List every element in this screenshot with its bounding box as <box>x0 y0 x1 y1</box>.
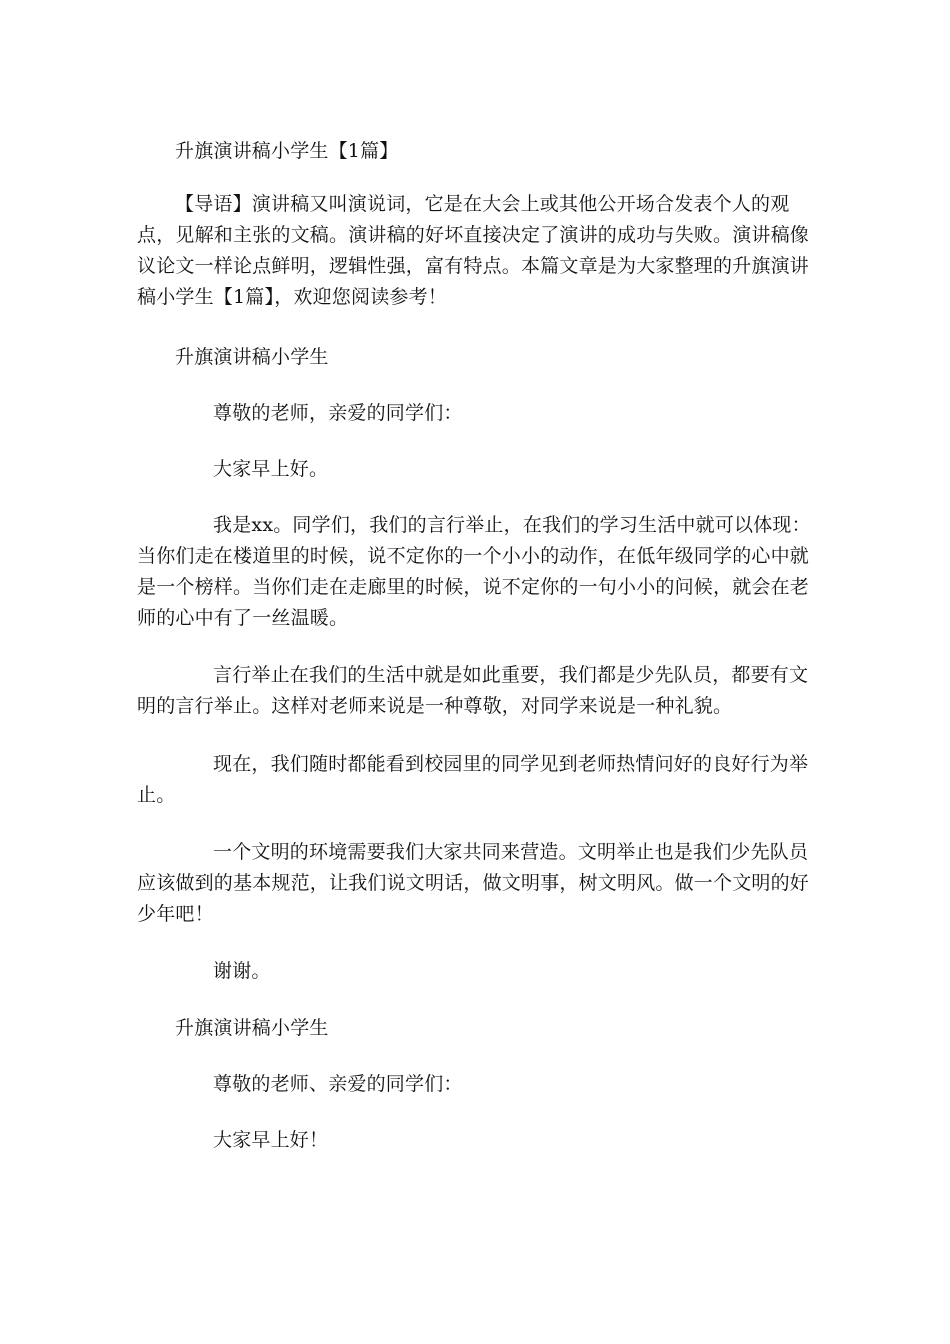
section-1-paragraph-1: 我是xx。同学们，我们的言行举止，在我们的学习生活中就可以体现：当你们走在楼道里的时候，说不定你的一个小小的动作，在低年级同学的心中就是一个榜样。当你们走在走廊里的时候，说不定你的一句小小的问候，就会在老师的心中有了一丝温暖。 <box>137 514 811 629</box>
section-1-heading: 升旗演讲稿小学生 <box>175 346 329 368</box>
document-title: 升旗演讲稿小学生【1篇】 <box>175 140 399 162</box>
section-1-paragraph-4: 一个文明的环境需要我们大家共同来营造。文明举止也是我们少先队员应该做到的基本规范，让我们说文明话，做文明事，树文明风。做一个文明的好少年吧！ <box>137 841 810 925</box>
section-2-heading: 升旗演讲稿小学生 <box>175 1017 329 1039</box>
section-2-morning: 大家早上好！ <box>213 1129 329 1151</box>
section-1-thanks: 谢谢。 <box>213 960 271 982</box>
section-1-morning: 大家早上好。 <box>213 458 329 480</box>
section-1-greeting: 尊敬的老师，亲爱的同学们： <box>213 402 463 424</box>
section-2-greeting: 尊敬的老师、亲爱的同学们： <box>213 1073 463 1095</box>
section-1-paragraph-3: 现在，我们随时都能看到校园里的同学见到老师热情问好的良好行为举止。 <box>137 753 809 806</box>
intro-paragraph: 【导语】演讲稿又叫演说词，它是在大会上或其他公开场合发表个人的观点，见解和主张的文稿。演讲稿的好坏直接决定了演讲的成功与失败。演讲稿像议论文一样论点鲜明，逻辑性强，富有特点。本篇文章是为大家整理的升旗演讲稿小学生【1篇】，欢迎您阅读参考！ <box>137 193 810 308</box>
section-1-paragraph-2: 言行举止在我们的生活中就是如此重要，我们都是少先队员，都要有文明的言行举止。这样对老师来说是一种尊敬，对同学来说是一种礼貌。 <box>137 664 809 717</box>
